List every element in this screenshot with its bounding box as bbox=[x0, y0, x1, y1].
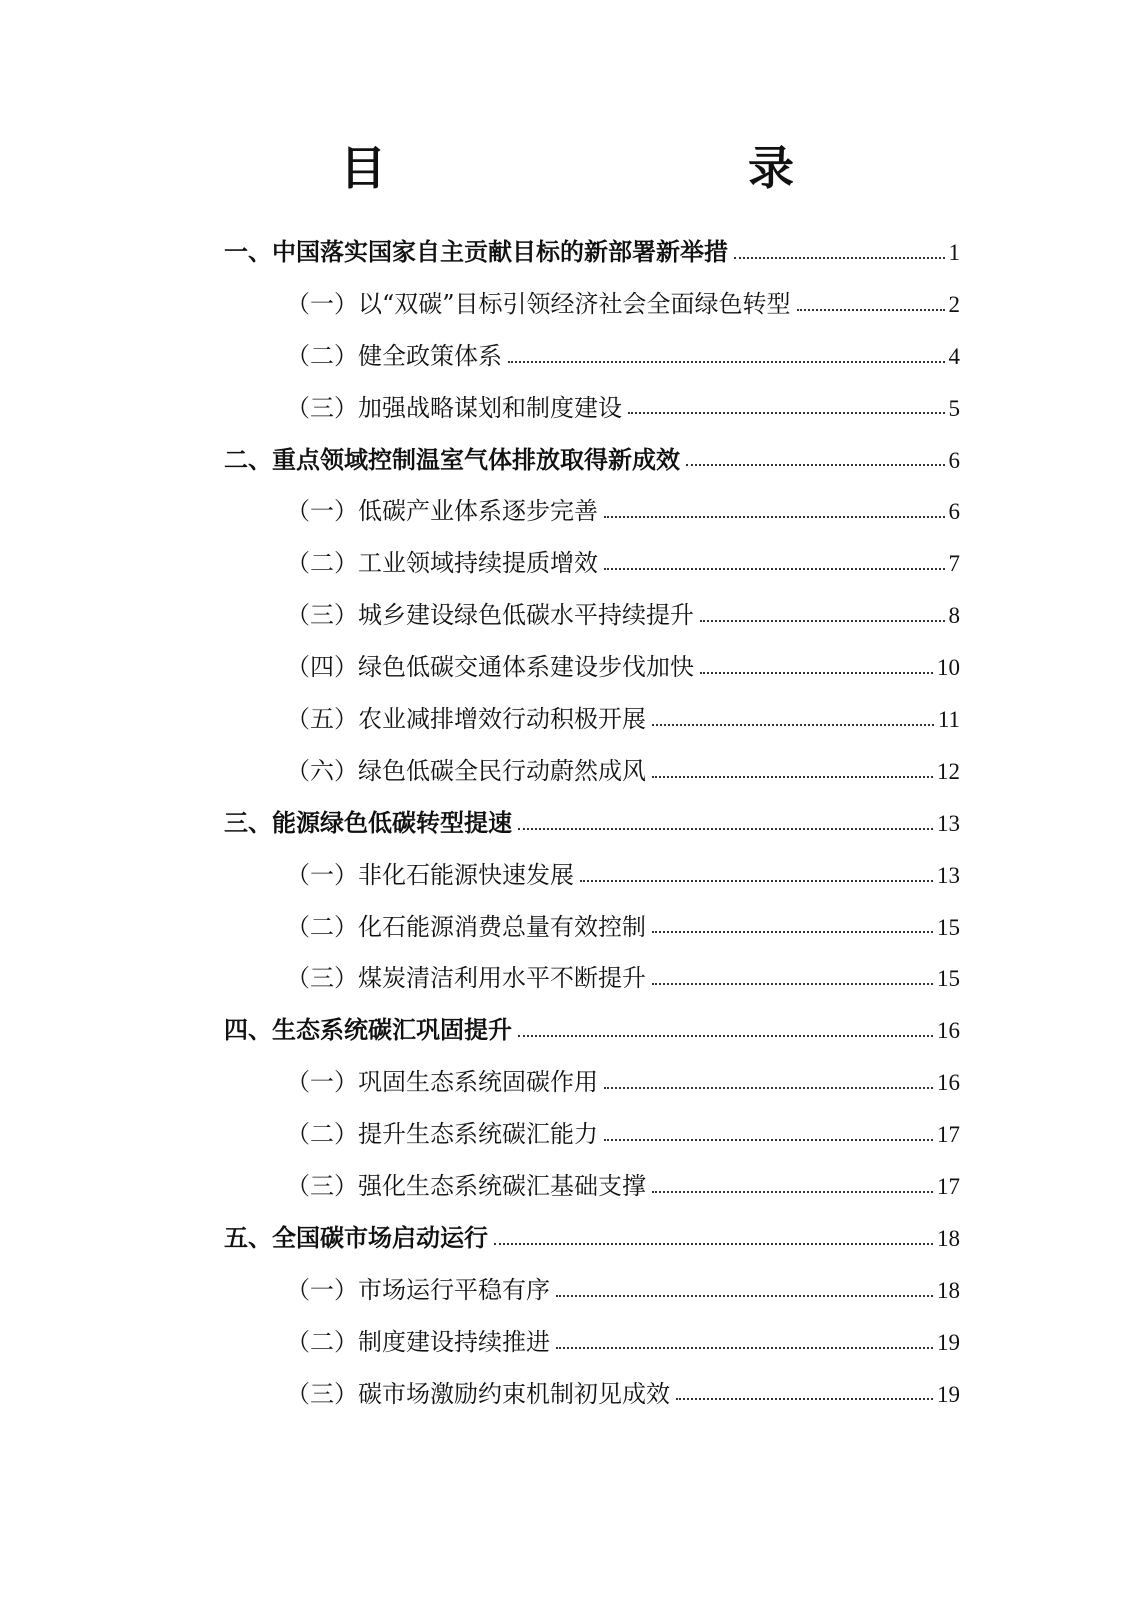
dot-leader bbox=[604, 1118, 933, 1142]
toc-page-number: 1 bbox=[948, 240, 960, 265]
toc-entry-text: （一）市场运行平稳有序 bbox=[286, 1275, 550, 1304]
dot-leader bbox=[676, 1378, 933, 1402]
toc-section-entry[interactable] bbox=[224, 905, 960, 957]
toc-entry-text: 五、全国碳市场启动运行 bbox=[224, 1223, 488, 1252]
toc-page-number: 11 bbox=[937, 707, 960, 733]
dot-leader bbox=[652, 1170, 933, 1194]
toc-page-number: 5 bbox=[948, 395, 960, 421]
dot-leader bbox=[700, 651, 933, 675]
toc-entry-text: （二）制度建设持续推进 bbox=[286, 1327, 550, 1356]
toc-entry-text: （四）绿色低碳交通体系建设步伐加快 bbox=[286, 653, 694, 682]
dot-leader bbox=[604, 495, 945, 519]
toc-page-number: 18 bbox=[937, 1225, 960, 1251]
toc-page-number: 10 bbox=[937, 655, 960, 681]
dot-leader bbox=[797, 288, 945, 312]
toc-page-number: 17 bbox=[937, 1122, 960, 1148]
toc-entry-text: 三、能源绿色低碳转型提速 bbox=[224, 808, 512, 837]
toc-entry-text: 四、生态系统碳汇巩固提升 bbox=[224, 1016, 512, 1045]
toc-title: 目 录 bbox=[340, 141, 884, 195]
toc-entry-text: （二）提升生态系统碳汇能力 bbox=[286, 1120, 598, 1149]
toc-entry-text: （三）碳市场激励约束机制初见成效 bbox=[286, 1379, 670, 1408]
toc-section-entry[interactable] bbox=[224, 282, 960, 334]
toc-entry-text: （一）以“双碳”目标引领经济社会全面绿色转型 bbox=[286, 289, 791, 318]
toc-page-number: 13 bbox=[937, 810, 960, 836]
dot-leader bbox=[604, 547, 945, 571]
dot-leader bbox=[518, 1014, 933, 1038]
toc-entry-text: （二）工业领域持续提质增效 bbox=[286, 549, 598, 578]
toc-entry-text: （一）非化石能源快速发展 bbox=[286, 860, 574, 889]
toc-page-number: 15 bbox=[937, 914, 960, 940]
toc-section-entry[interactable] bbox=[224, 1268, 960, 1320]
toc-chapter-entry[interactable] bbox=[224, 438, 960, 490]
toc-entry-text: （五）农业减排增效行动积极开展 bbox=[286, 705, 646, 734]
toc-page-number: 15 bbox=[937, 966, 960, 992]
toc-section-entry[interactable] bbox=[224, 645, 960, 697]
dot-leader bbox=[494, 1222, 933, 1246]
toc-section-entry[interactable] bbox=[224, 956, 960, 1008]
toc-page-number: 18 bbox=[937, 1277, 960, 1303]
toc-page-number: 6 bbox=[948, 447, 960, 473]
dot-leader bbox=[628, 392, 945, 416]
dot-leader bbox=[556, 1274, 933, 1298]
toc-section-entry[interactable] bbox=[224, 697, 960, 749]
dot-leader bbox=[652, 962, 933, 986]
toc-page-number: 4 bbox=[948, 343, 960, 369]
toc-entry-text: （六）绿色低碳全民行动蔚然成风 bbox=[286, 756, 646, 785]
toc-page-number: 19 bbox=[937, 1329, 960, 1355]
toc-page-number: 13 bbox=[937, 862, 960, 888]
dot-leader bbox=[652, 911, 933, 935]
toc-page-number: 16 bbox=[937, 1018, 960, 1044]
toc-section-entry[interactable] bbox=[224, 749, 960, 801]
dot-leader bbox=[604, 1066, 933, 1090]
toc-entry-text: 一、中国落实国家自主贡献目标的新部署新举措 bbox=[224, 238, 728, 266]
toc-page-number: 7 bbox=[948, 551, 960, 577]
toc-section-entry[interactable] bbox=[224, 593, 960, 645]
toc-entry-text: （三）加强战略谋划和制度建设 bbox=[286, 393, 622, 422]
toc-page-number: 8 bbox=[948, 603, 960, 629]
toc-entry-text: （二）健全政策体系 bbox=[286, 341, 502, 370]
toc-entry-text: （二）化石能源消费总量有效控制 bbox=[286, 912, 646, 941]
toc-entry-text: （三）城乡建设绿色低碳水平持续提升 bbox=[286, 601, 694, 630]
toc-section-entry[interactable] bbox=[224, 1320, 960, 1372]
toc-section-entry[interactable] bbox=[224, 1060, 960, 1112]
dot-leader bbox=[652, 755, 933, 779]
toc-section-entry[interactable] bbox=[224, 1112, 960, 1164]
toc-chapter-entry[interactable] bbox=[224, 230, 960, 282]
dot-leader bbox=[556, 1326, 933, 1350]
toc-entry-text: （三）煤炭清洁利用水平不断提升 bbox=[286, 964, 646, 993]
toc-section-entry[interactable] bbox=[224, 853, 960, 905]
dot-leader bbox=[518, 807, 933, 831]
dot-leader bbox=[508, 340, 945, 364]
dot-leader bbox=[734, 236, 945, 260]
toc-section-entry[interactable] bbox=[224, 1372, 960, 1424]
dot-leader bbox=[700, 599, 945, 623]
toc-section-entry[interactable] bbox=[224, 541, 960, 593]
toc-section-entry[interactable] bbox=[224, 489, 960, 541]
toc-page-number: 2 bbox=[948, 291, 960, 317]
toc-section-entry[interactable] bbox=[224, 334, 960, 386]
toc-page-number: 6 bbox=[948, 499, 960, 525]
toc-chapter-entry[interactable] bbox=[224, 1008, 960, 1060]
toc-page-number: 16 bbox=[937, 1070, 960, 1096]
dot-leader bbox=[686, 444, 945, 468]
toc-chapter-entry[interactable] bbox=[224, 801, 960, 853]
toc-section-entry[interactable] bbox=[224, 386, 960, 438]
toc-page-number: 17 bbox=[937, 1174, 960, 1200]
toc-page-number: 19 bbox=[937, 1381, 960, 1407]
toc-section-entry[interactable] bbox=[224, 1164, 960, 1216]
toc-entry-text: （三）强化生态系统碳汇基础支撑 bbox=[286, 1172, 646, 1201]
toc-chapter-entry[interactable] bbox=[224, 1216, 960, 1268]
toc-entry-text: （一）低碳产业体系逐步完善 bbox=[286, 497, 598, 526]
toc-page-number: 12 bbox=[937, 758, 960, 784]
toc-entry-text: 二、重点领域控制温室气体排放取得新成效 bbox=[224, 445, 680, 474]
dot-leader bbox=[652, 703, 934, 727]
dot-leader bbox=[580, 859, 933, 883]
toc-list bbox=[224, 230, 960, 1423]
toc-entry-text: （一）巩固生态系统固碳作用 bbox=[286, 1068, 598, 1097]
